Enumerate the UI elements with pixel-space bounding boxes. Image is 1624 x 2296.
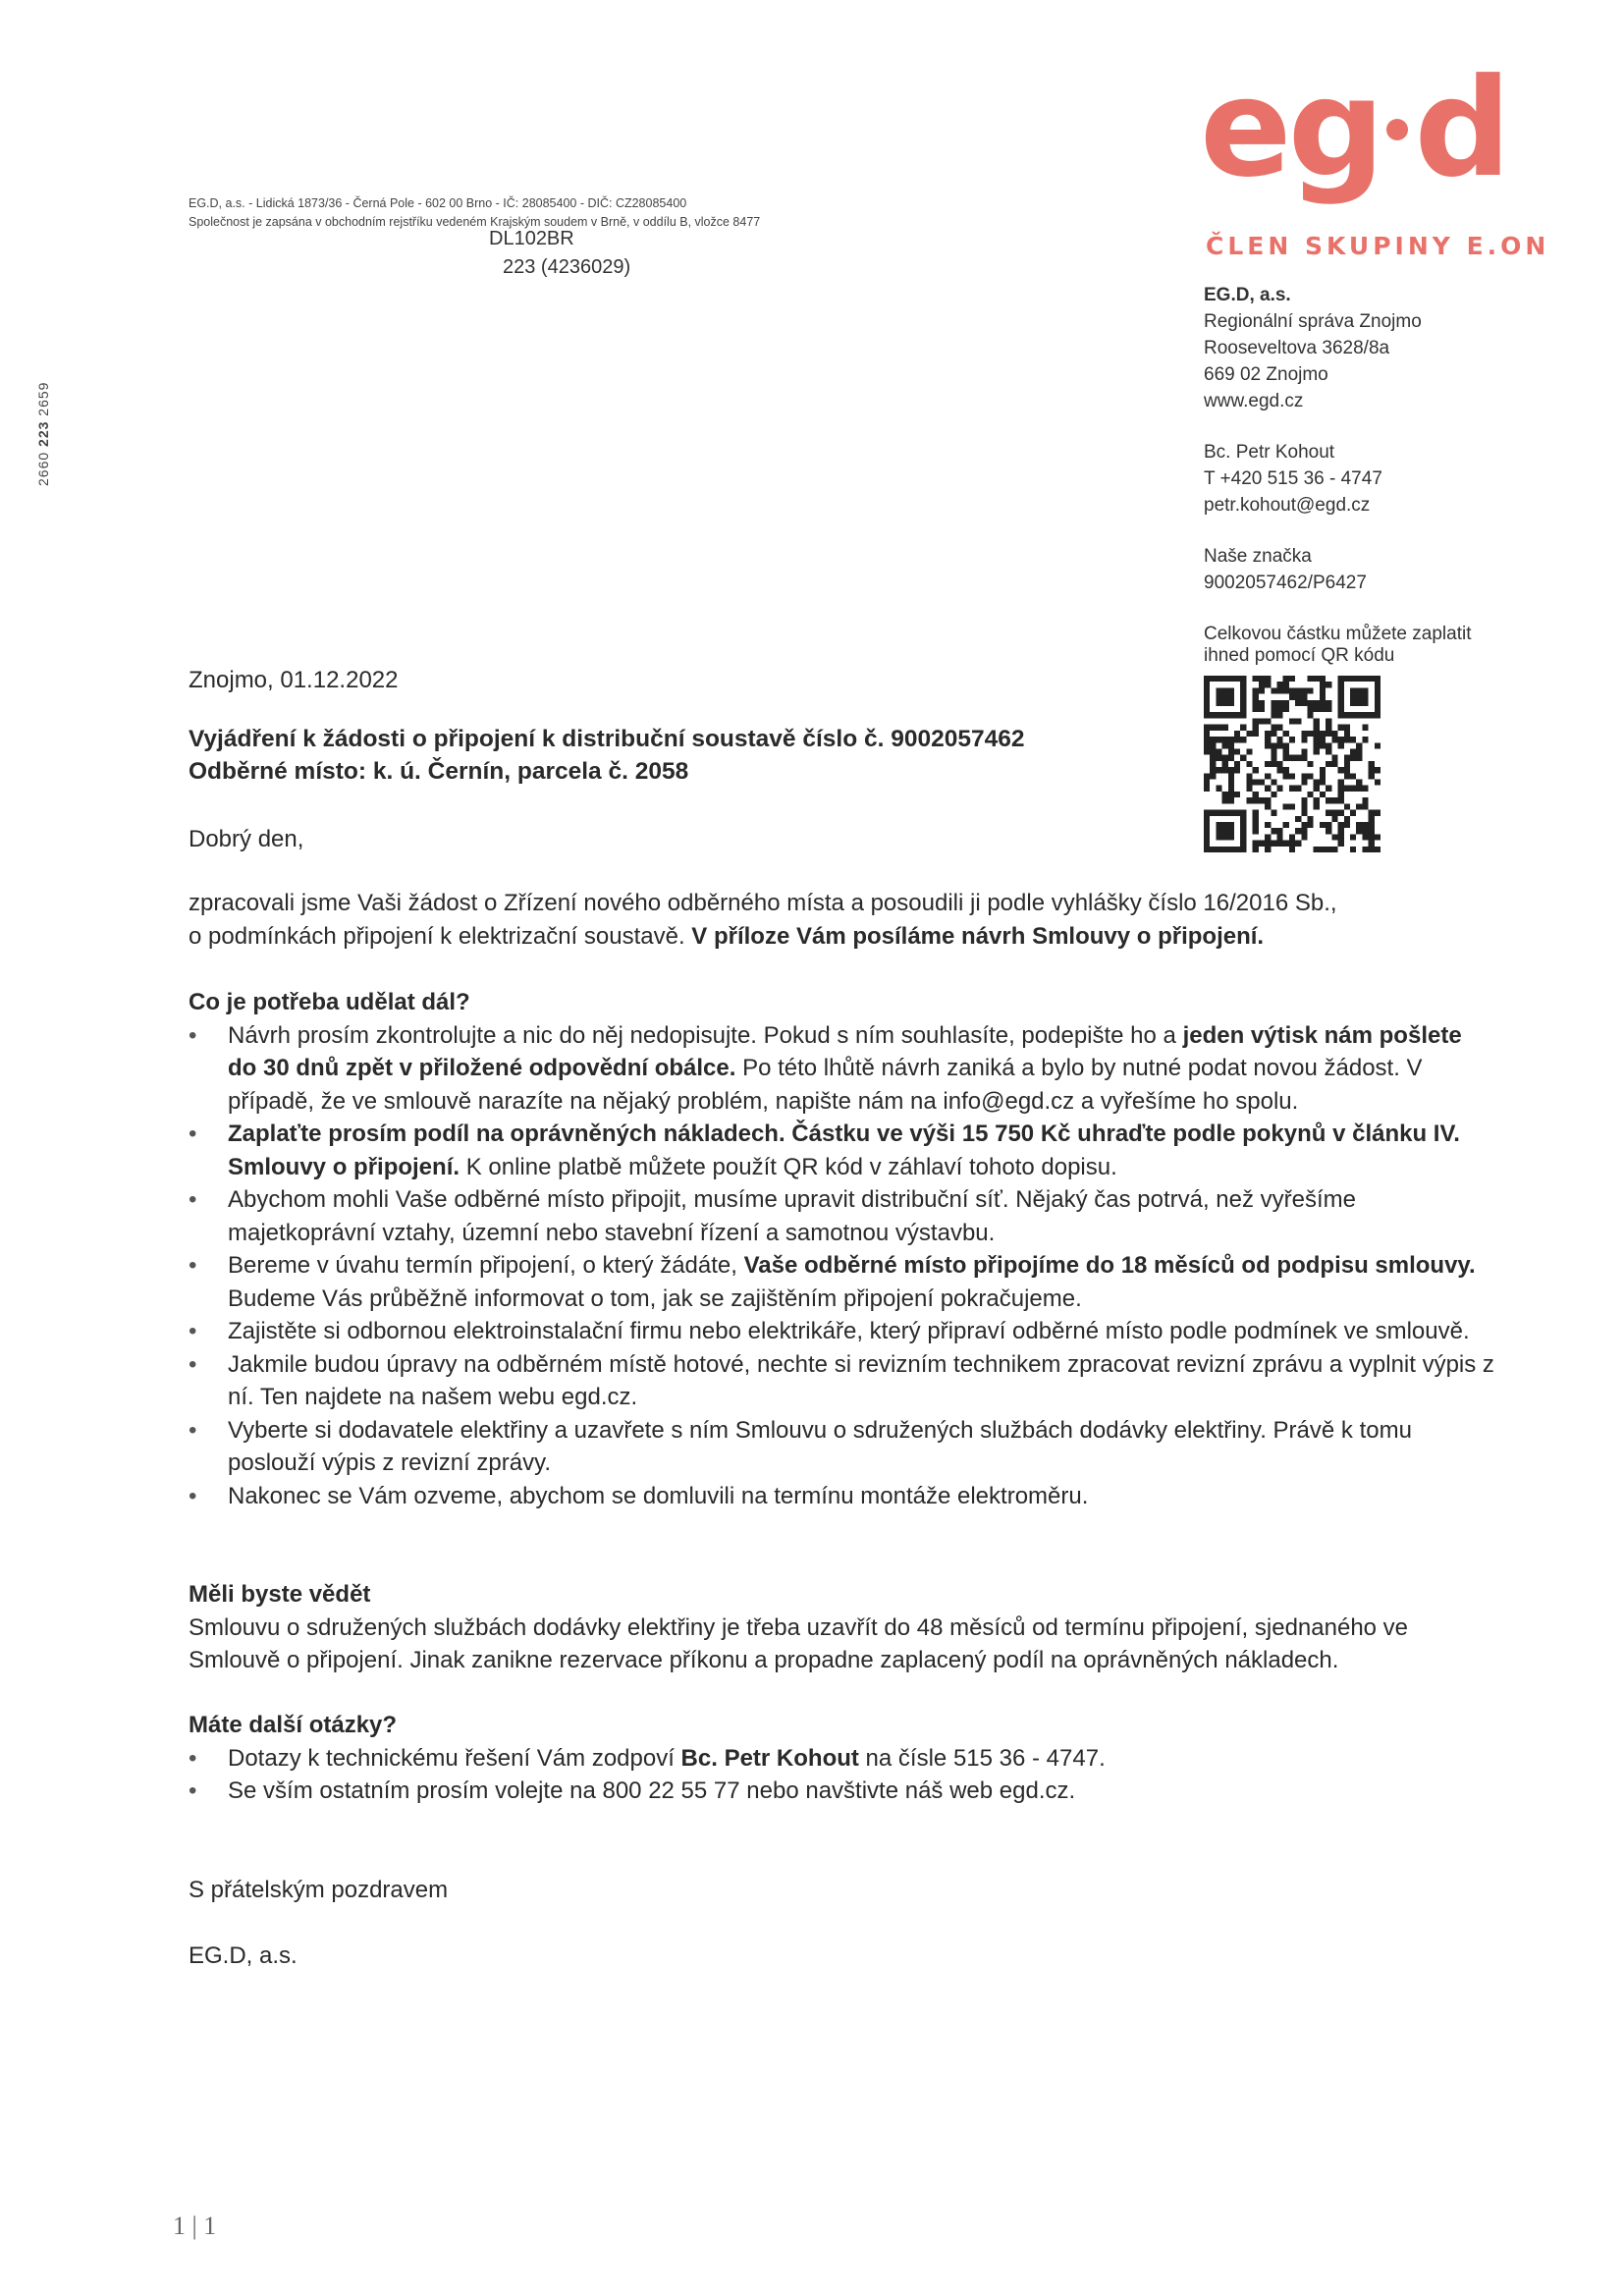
list-item: • Zajistěte si odbornou elektroinstalační firmu nebo elektrikáře, který připraví odběrné místo podle podmínek ve smlouvě. [149, 1315, 1494, 1348]
list-item: • Zaplaťte prosím podíl na oprávněných nákladech. Částku ve výši 15 750 Kč uhraďte podle pokynů v článku IV. Smlouvy o připojení. K online platbě můžete použít QR kód v záhlaví tohoto dopisu. [149, 1118, 1494, 1183]
qr-caption: Celkovou částku můžete zaplatit ihned pomocí QR kódu [1204, 624, 1472, 666]
list-item: • Se vším ostatním prosím volejte na 800 22 55 77 nebo navštivte náš web egd.cz. [149, 1775, 1494, 1808]
document-number: 223 (4236029) [503, 256, 631, 278]
list-item: • Abychom mohli Vaše odběrné místo připojit, musíme upravit distribuční síť. Nějaký čas potrvá, než vyřešíme majetkoprávní vztahy, územní nebo stavební řízení a samotnou výstavbu. [149, 1183, 1494, 1249]
list-item: • Vyberte si dodavatele elektřiny a uzavřete s ním Smlouvu o sdružených službách dodávky elektřiny. Právě k tomu poslouží výpis z revizní zprávy. [149, 1414, 1494, 1480]
list-item: • Bereme v úvahu termín připojení, o který žádáte, Vaše odběrné místo připojíme do 18 měsíců od podpisu smlouvy. Budeme Vás průběžně informovat o tom, jak se zajištěním připojení pokračujeme. [149, 1249, 1494, 1315]
section-title: Co je potřeba udělat dál? [189, 989, 470, 1015]
side-document-code: 2660 223 2659 [35, 381, 51, 486]
company-header-line: EG.D, a.s. - Lidická 1873/36 - Černá Pole - 602 00 Brno - IČ: 28085400 - DIČ: CZ28085400 [189, 196, 687, 210]
section-title: Máte další otázky? [189, 1712, 398, 1738]
list-item: • Dotazy k technickému řešení Vám zodpoví Bc. Petr Kohout na čísle 515 36 - 4747. [149, 1742, 1494, 1776]
reference-number: Naše značka 9002057462/P6427 [1204, 546, 1367, 593]
logo-wordmark: eg d [1200, 49, 1508, 207]
payment-qr-code[interactable] [1204, 676, 1380, 857]
next-steps-list [149, 1019, 1494, 1513]
egd-logo [1200, 49, 1524, 207]
page-number: 1 | 1 [173, 2212, 217, 2240]
sender-address: EG.D, a.s. Regionální správa Znojmo Rooseveltova 3628/8a 669 02 Znojmo www.egd.cz [1204, 282, 1557, 414]
list-item: • Nakonec se Vám ozveme, abychom se domluvili na termínu montáže elektroměru. [149, 1480, 1494, 1513]
sender-contact: Bc. Petr Kohout T +420 515 36 - 4747 petr.kohout@egd.cz [1204, 439, 1557, 519]
document-code: DL102BR [489, 228, 574, 249]
letter-subject: Vyjádření k žádosti o připojení k distribuční soustavě číslo č. 9002057462 Odběrné místo: k. ú. Černín, parcela č. 2058 [189, 726, 1025, 785]
sender-info [1204, 282, 1557, 665]
sender-web-link[interactable]: www.egd.cz [1204, 391, 1304, 411]
closing: S přátelským pozdravem [189, 1877, 449, 1903]
signature: EG.D, a.s. [189, 1942, 298, 1969]
greeting: Dobrý den, [189, 826, 304, 852]
questions-list [149, 1742, 1494, 1808]
section-text: Smlouvu o sdružených službách dodávky elektřiny je třeba uzavřít do 48 měsíců od termínu připojení, sjednaného ve Smlouvě o připojení. Jinak zanikne rezervace příkonu a propadne zaplacený podíl na oprávněných nákladech. [189, 1613, 1409, 1673]
section-questions [189, 1709, 1494, 1808]
sender-email-link[interactable]: petr.kohout@egd.cz [1204, 495, 1371, 516]
section-next-steps [189, 986, 1494, 1512]
logo-dot-icon [1386, 119, 1408, 140]
list-item: • Návrh prosím zkontrolujte a nic do něj nedopisujte. Pokud s ním souhlasíte, podepište ho a jeden výtisk nám pošlete do 30 dnů zpět v přiložené odpovědní obálce. Po této lhůtě návrh zaniká a bylo by nutné podat novou žádost. V případě, že ve smlouvě narazíte na nějaký problém, napište nám na info@egd.cz a vyřešíme ho spolu. [149, 1019, 1494, 1119]
qr-code-icon [1204, 676, 1380, 852]
section-title: Měli byste vědět [189, 1581, 371, 1608]
place-date: Znojmo, 01.12.2022 [189, 667, 399, 693]
section-good-to-know [189, 1578, 1494, 1677]
list-item: • Jakmile budou úpravy na odběrném místě hotové, nechte si revizním technikem zpracovat revizní zprávu a vyplnit výpis z ní. Ten najdete na našem webu egd.cz. [149, 1348, 1494, 1414]
intro-paragraph: zpracovali jsme Vaši žádost o Zřízení nového odběrného místa a posoudili ji podle vyhlášky číslo 16/2016 Sb., o podmínkách připojení k elektrizační soustavě. V příloze Vám posíláme návrh Smlouvy o připojení. [189, 890, 1337, 950]
register-header-line: Společnost je zapsána v obchodním rejstříku vedeném Krajským soudem v Brně, v oddílu B, vložce 8477 [189, 215, 761, 229]
logo-tagline: ČLEN SKUPINY E.ON [1206, 232, 1550, 260]
